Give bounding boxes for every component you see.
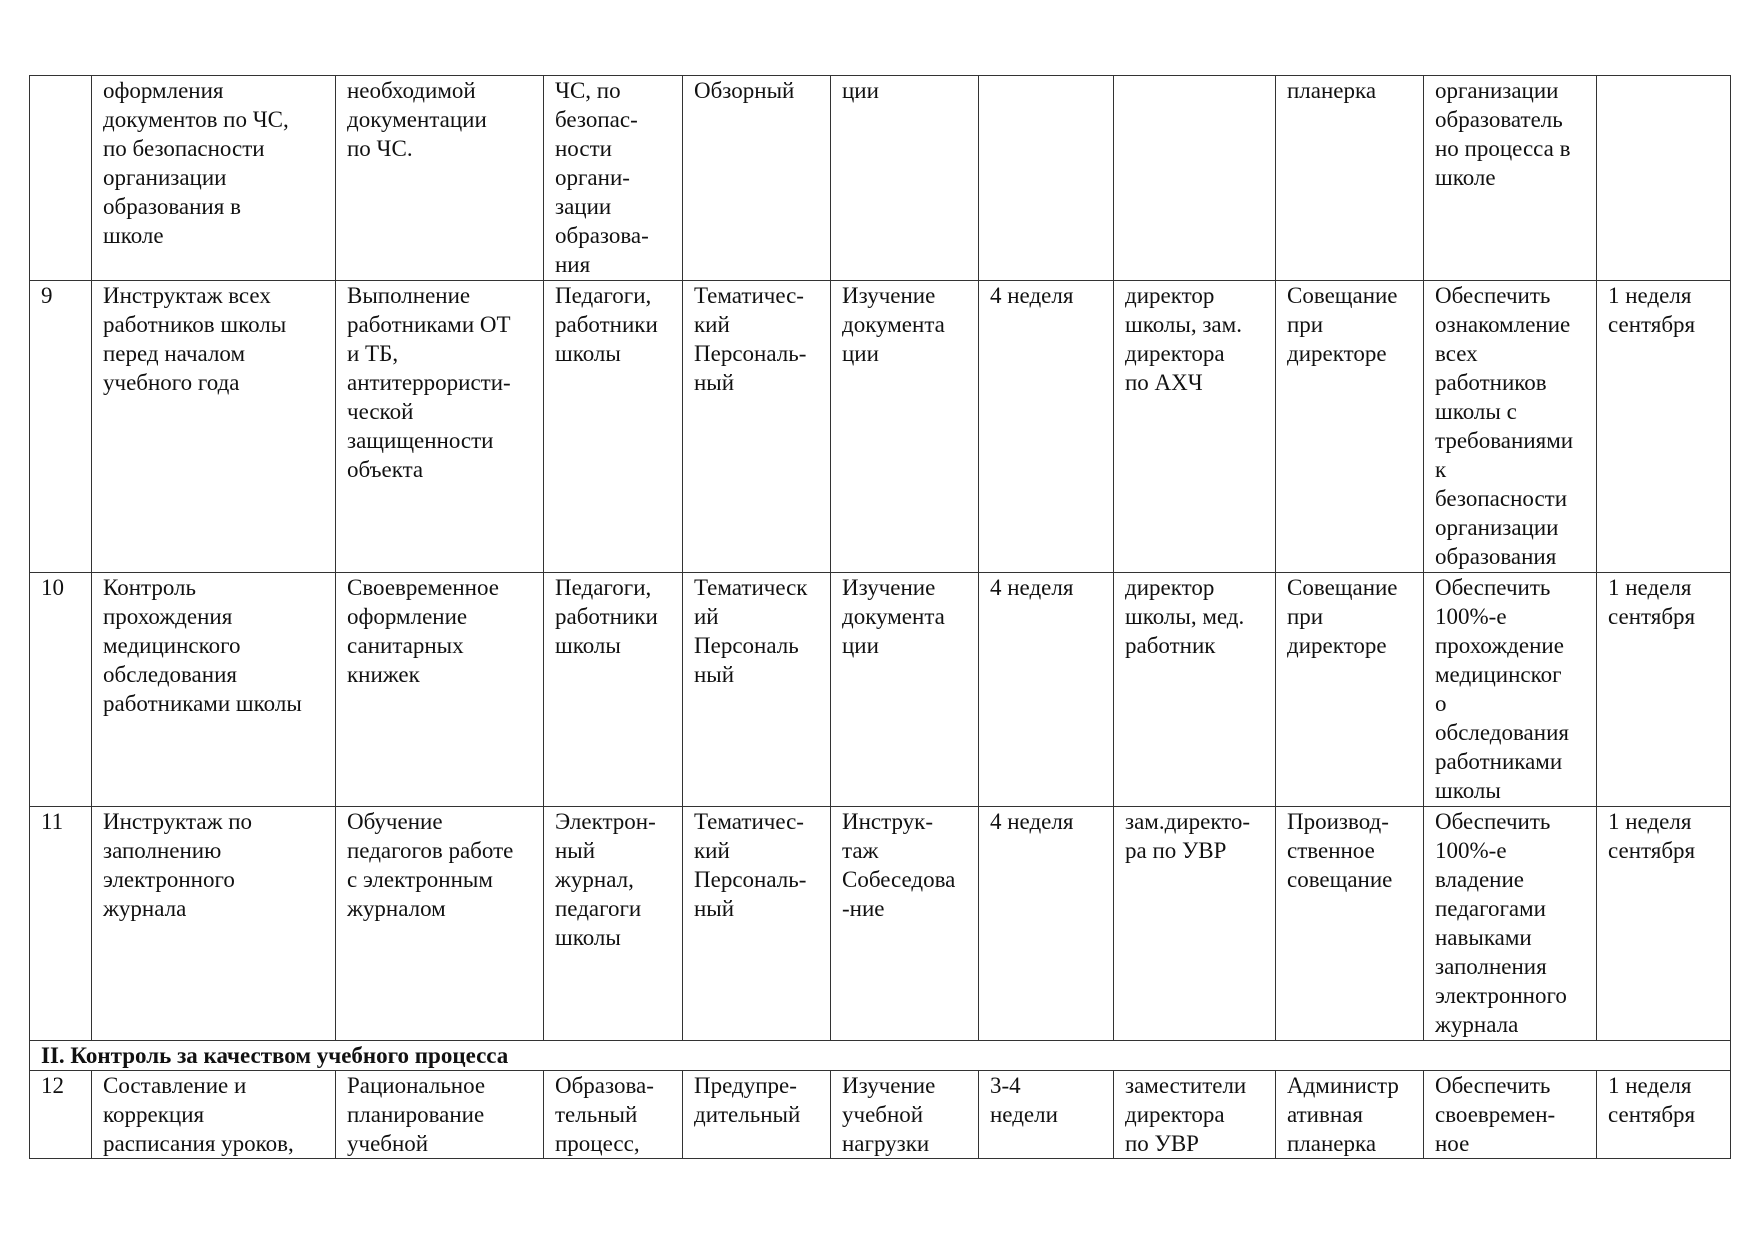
cell-deadline: 4 неделя — [979, 573, 1114, 807]
cell-deadline: 4 неделя — [979, 281, 1114, 573]
table-row — [30, 281, 1731, 573]
section-title: II. Контроль за качеством учебного процесса — [30, 1041, 1731, 1071]
cell-review-form: Совещание при директоре — [1276, 573, 1424, 807]
cell-review-form: планерка — [1276, 76, 1424, 281]
table-row — [30, 573, 1731, 807]
cell-goal: необходимой документации по ЧС. — [336, 76, 544, 281]
cell-expected-result: Обеспечить ознакомление всех работников школы с требованиями к безопасности организации образования — [1424, 281, 1597, 573]
cell-method: Изучение учебной нагрузки — [831, 1071, 979, 1159]
section-header-row — [30, 1041, 1731, 1071]
cell-row-number: 11 — [30, 807, 92, 1041]
cell-control-type: Тематичес- кий Персональ- ный — [683, 807, 831, 1041]
cell-goal: Рациональное планирование учебной — [336, 1071, 544, 1159]
cell-object: Педагоги, работники школы — [544, 573, 683, 807]
cell-review-form: Администр ативная планерка — [1276, 1071, 1424, 1159]
cell-row-number — [30, 76, 92, 281]
cell-deadline — [979, 76, 1114, 281]
cell-responsible: директор школы, зам. директора по АХЧ — [1114, 281, 1276, 573]
cell-row-number: 12 — [30, 1071, 92, 1159]
cell-control-type: Предупре- дительный — [683, 1071, 831, 1159]
cell-review-form: Производ- ственное совещание — [1276, 807, 1424, 1041]
cell-summary-date: 1 неделя сентября — [1597, 1071, 1731, 1159]
cell-deadline: 3-4 недели — [979, 1071, 1114, 1159]
cell-expected-result: организации образователь но процесса в школе — [1424, 76, 1597, 281]
cell-summary-date: 1 неделя сентября — [1597, 807, 1731, 1041]
cell-event: Контроль прохождения медицинского обследования работниками школы — [92, 573, 336, 807]
cell-method: Изучение документа ции — [831, 573, 979, 807]
cell-row-number: 9 — [30, 281, 92, 573]
cell-responsible: директор школы, мед. работник — [1114, 573, 1276, 807]
cell-row-number: 10 — [30, 573, 92, 807]
cell-method: Инструк- таж Собеседова -ние — [831, 807, 979, 1041]
cell-object: Образова- тельный процесс, — [544, 1071, 683, 1159]
cell-event: оформления документов по ЧС, по безопасности организации образования в школе — [92, 76, 336, 281]
cell-object: ЧС, по безопас- ности органи- зации образова- ния — [544, 76, 683, 281]
cell-event: Инструктаж по заполнению электронного журнала — [92, 807, 336, 1041]
table-body — [30, 76, 1731, 1159]
cell-control-type: Тематическ ий Персональ ный — [683, 573, 831, 807]
table-row — [30, 76, 1731, 281]
cell-event: Инструктаж всех работников школы перед началом учебного года — [92, 281, 336, 573]
cell-goal: Обучение педагогов работе с электронным журналом — [336, 807, 544, 1041]
table-row — [30, 1071, 1731, 1159]
cell-goal: Выполнение работниками ОТ и ТБ, антитеррористи- ческой защищенности объекта — [336, 281, 544, 573]
cell-method: ции — [831, 76, 979, 281]
cell-event: Составление и коррекция расписания уроков, — [92, 1071, 336, 1159]
cell-review-form: Совещание при директоре — [1276, 281, 1424, 573]
cell-deadline: 4 неделя — [979, 807, 1114, 1041]
table-row — [30, 807, 1731, 1041]
cell-method: Изучение документа ции — [831, 281, 979, 573]
cell-expected-result: Обеспечить 100%-е владение педагогами навыками заполнения электронного журнала — [1424, 807, 1597, 1041]
cell-control-type: Тематичес- кий Персональ- ный — [683, 281, 831, 573]
control-plan-table — [29, 75, 1731, 1159]
cell-summary-date: 1 неделя сентября — [1597, 573, 1731, 807]
cell-summary-date: 1 неделя сентября — [1597, 281, 1731, 573]
cell-expected-result: Обеспечить 100%-е прохождение медицинског о обследования работниками школы — [1424, 573, 1597, 807]
cell-expected-result: Обеспечить своевремен- ное — [1424, 1071, 1597, 1159]
cell-responsible — [1114, 76, 1276, 281]
cell-responsible: зам.директо- ра по УВР — [1114, 807, 1276, 1041]
cell-summary-date — [1597, 76, 1731, 281]
cell-object: Педагоги, работники школы — [544, 281, 683, 573]
cell-control-type: Обзорный — [683, 76, 831, 281]
cell-responsible: заместители директора по УВР — [1114, 1071, 1276, 1159]
cell-goal: Своевременное оформление санитарных книжек — [336, 573, 544, 807]
cell-object: Электрон- ный журнал, педагоги школы — [544, 807, 683, 1041]
